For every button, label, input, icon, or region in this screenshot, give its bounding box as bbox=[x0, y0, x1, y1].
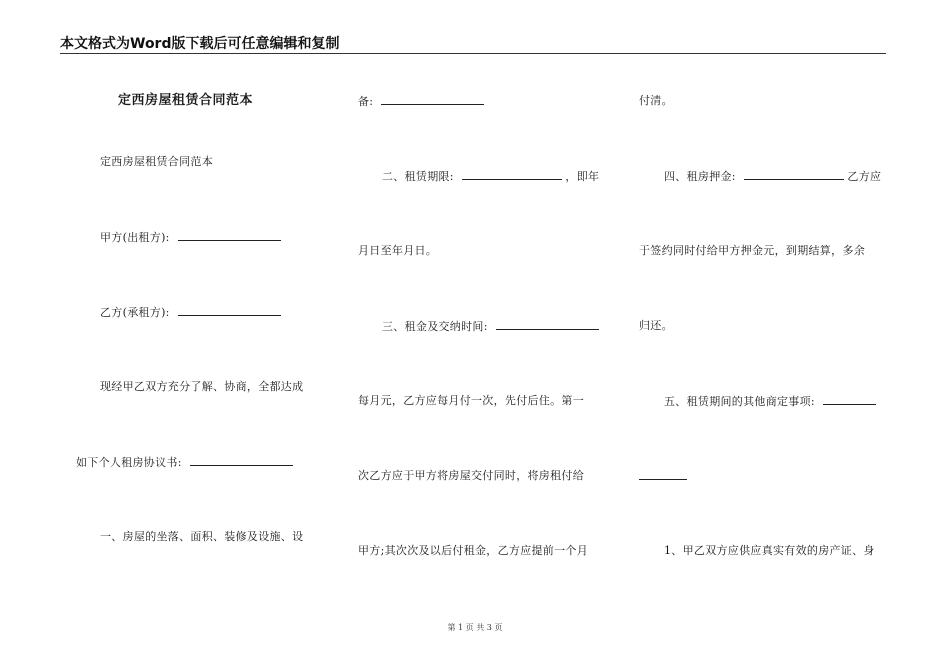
party-b-label: 乙方(承租方): bbox=[100, 306, 170, 319]
party-a-blank[interactable] bbox=[178, 229, 281, 241]
right-line-1: 付清。 bbox=[639, 94, 673, 107]
deposit-suffix: 乙方应 bbox=[847, 170, 882, 183]
right-line-4: 归还。 bbox=[639, 319, 673, 332]
mid-line-6: 次乙方应于甲方将房屋交付同时，将房租付给 bbox=[358, 469, 584, 482]
agreement-blank[interactable] bbox=[190, 454, 293, 466]
equipment-label: 备: bbox=[358, 95, 374, 108]
mid-line-5: 每月元，乙方应每月付一次，先付后住。第一 bbox=[358, 394, 584, 407]
mid-line-7: 甲方;其次次及以后付租金，乙方应提前一个月 bbox=[358, 544, 589, 557]
page-number: 第 1 页 共 3 页 bbox=[447, 623, 503, 632]
other-terms-blank-2[interactable] bbox=[639, 468, 687, 480]
lease-term-suffix: ，即年 bbox=[565, 170, 600, 183]
equipment-blank[interactable] bbox=[381, 93, 484, 105]
header-divider bbox=[60, 53, 886, 54]
left-line-3 bbox=[100, 304, 281, 321]
right-line-2 bbox=[664, 168, 881, 185]
right-line-5 bbox=[664, 393, 876, 410]
left-line-5 bbox=[76, 454, 293, 471]
mid-line-4 bbox=[382, 318, 599, 335]
rent-label: 三、租金及交纳时间: bbox=[382, 320, 488, 333]
lease-term-label: 二、租赁期限: bbox=[382, 170, 454, 183]
document-header: 本文格式为Word版下载后可任意编辑和复制 bbox=[60, 36, 340, 52]
mid-line-1 bbox=[358, 93, 484, 110]
deposit-blank[interactable] bbox=[744, 168, 844, 180]
agreement-label: 如下个人租房协议书: bbox=[76, 456, 182, 469]
lease-term-blank[interactable] bbox=[462, 168, 562, 180]
right-line-7: 1、甲乙双方应供应真实有效的房产证、身 bbox=[664, 544, 875, 557]
left-line-4: 现经甲乙双方充分了解、协商，全都达成 bbox=[100, 380, 304, 393]
right-line-6 bbox=[639, 468, 687, 485]
deposit-label: 四、租房押金: bbox=[664, 170, 736, 183]
right-line-3: 于签约同时付给甲方押金元，到期结算，多余 bbox=[639, 244, 865, 257]
party-b-blank[interactable] bbox=[178, 304, 281, 316]
doc-title: 定西房屋租赁合同范本 bbox=[118, 93, 254, 108]
other-terms-blank-1[interactable] bbox=[823, 393, 876, 405]
other-terms-label: 五、租赁期间的其他商定事项: bbox=[664, 395, 815, 408]
party-a-label: 甲方(出租方): bbox=[100, 231, 170, 244]
left-line-2 bbox=[100, 229, 281, 246]
left-line-6: 一、房屋的坐落、面积、装修及设施、设 bbox=[100, 530, 304, 543]
rent-blank[interactable] bbox=[496, 318, 599, 330]
mid-line-3: 月日至年月日。 bbox=[358, 244, 438, 257]
left-line-1: 定西房屋租赁合同范本 bbox=[100, 155, 213, 168]
mid-line-2 bbox=[382, 168, 599, 185]
